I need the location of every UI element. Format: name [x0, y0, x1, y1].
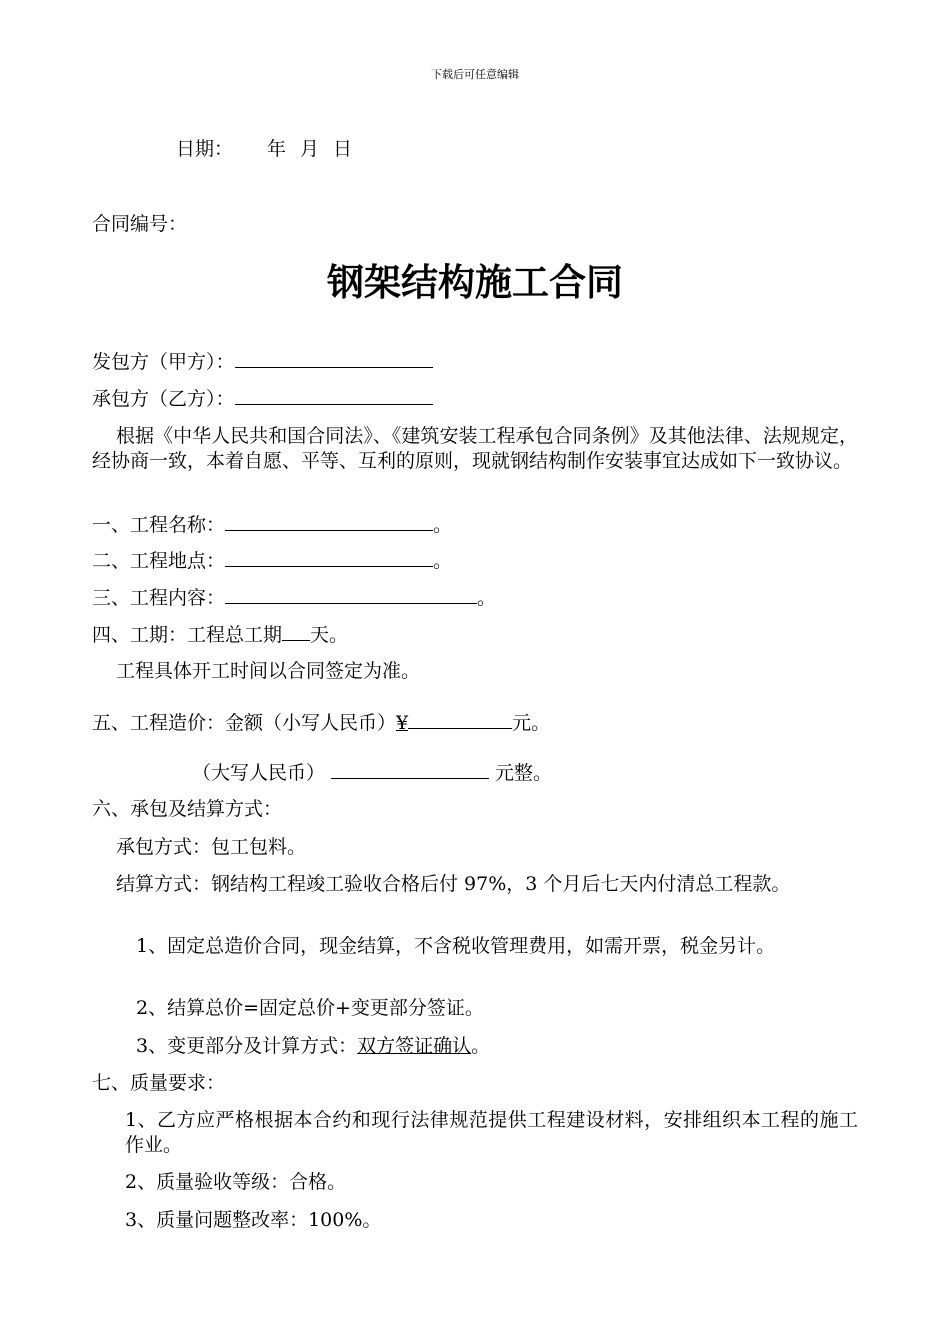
page-title: 钢架结构施工合同: [327, 261, 623, 304]
price-lower-blank[interactable]: [408, 710, 512, 729]
project-name-blank[interactable]: [225, 512, 433, 531]
party-a-blank[interactable]: [235, 349, 433, 368]
currency-symbol: ¥: [396, 712, 409, 734]
intro-paragraph: 根据《中华人民共和国合同法》、《建筑安装工程承包合同条例》及其他法律、法规规定，经协商一致，本着自愿、平等、互利的原则，现就钢结构制作安装事宜达成如下一致协议。: [92, 425, 858, 472]
item4-label: 四、工期：工程总工期: [92, 624, 283, 646]
item3-end: 。: [477, 587, 497, 609]
settlement-point-2: 2、结算总价=固定总价+变更部分签证。: [136, 997, 484, 1019]
point3-value: 双方签证确认: [357, 1035, 472, 1057]
date-month: 月: [300, 138, 320, 160]
project-content-blank[interactable]: [225, 585, 477, 604]
item-project-location: [92, 548, 452, 574]
quality-point-2: 2、质量验收等级：合格。: [125, 1171, 347, 1193]
item-project-name: [92, 512, 452, 538]
item2-label: 二、工程地点：: [92, 550, 226, 572]
item-price-upper: [192, 760, 552, 786]
item-duration: [92, 622, 348, 648]
price-upper-blank[interactable]: [331, 760, 489, 779]
date-day: 日: [333, 138, 353, 160]
item6-label: 六、承包及结算方式：: [92, 798, 283, 820]
item3-label: 三、工程内容：: [92, 587, 226, 609]
contract-number-label: 合同编号：: [92, 213, 188, 235]
item5-label: 五、工程造价：金额（小写人民币）: [92, 712, 397, 734]
date-line: [176, 137, 352, 162]
item-project-content: [92, 585, 496, 611]
settlement-mode: 结算方式：钢结构工程竣工验收合格后付 97%，3 个月后七天内付清总工程款。: [116, 873, 791, 895]
point3-end: 。: [471, 1035, 491, 1057]
item4-end: 天。: [310, 624, 349, 646]
project-location-blank[interactable]: [225, 548, 433, 567]
settlement-point-3: [136, 1034, 490, 1059]
party-a-line: [92, 349, 433, 375]
date-label: 日期：: [176, 138, 234, 160]
party-b-line: [92, 386, 433, 412]
date-year: 年: [267, 138, 287, 160]
contract-mode: 承包方式：包工包料。: [116, 836, 307, 858]
item1-end: 。: [433, 514, 453, 536]
quality-point-1: 1、乙方应严格根据本合约和现行法律规范提供工程建设材料，安排组织本工程的施工作业。: [125, 1109, 858, 1156]
duration-note: 工程具体开工时间以合同签定为准。: [116, 660, 421, 682]
quality-point-3: 3、质量问题整改率：100%。: [125, 1209, 382, 1231]
item-price: [92, 710, 550, 736]
upper-end: 元整。: [495, 762, 553, 784]
settlement-point-1: 1、固定总造价合同，现金结算，不含税收管理费用，如需开票，税金另计。: [136, 935, 776, 957]
party-b-blank[interactable]: [235, 386, 433, 405]
upper-label: （大写人民币）: [192, 762, 326, 784]
point3-label: 3、变更部分及计算方式：: [136, 1035, 358, 1057]
item7-label: 七、质量要求：: [92, 1072, 226, 1094]
header-note: 下载后可任意编辑: [431, 68, 519, 81]
party-a-label: 发包方（甲方）：: [92, 351, 235, 373]
party-b-label: 承包方（乙方）：: [92, 388, 235, 410]
duration-blank[interactable]: [282, 622, 310, 641]
item5-end: 元。: [512, 712, 551, 734]
item1-label: 一、工程名称：: [92, 514, 226, 536]
item2-end: 。: [433, 550, 453, 572]
